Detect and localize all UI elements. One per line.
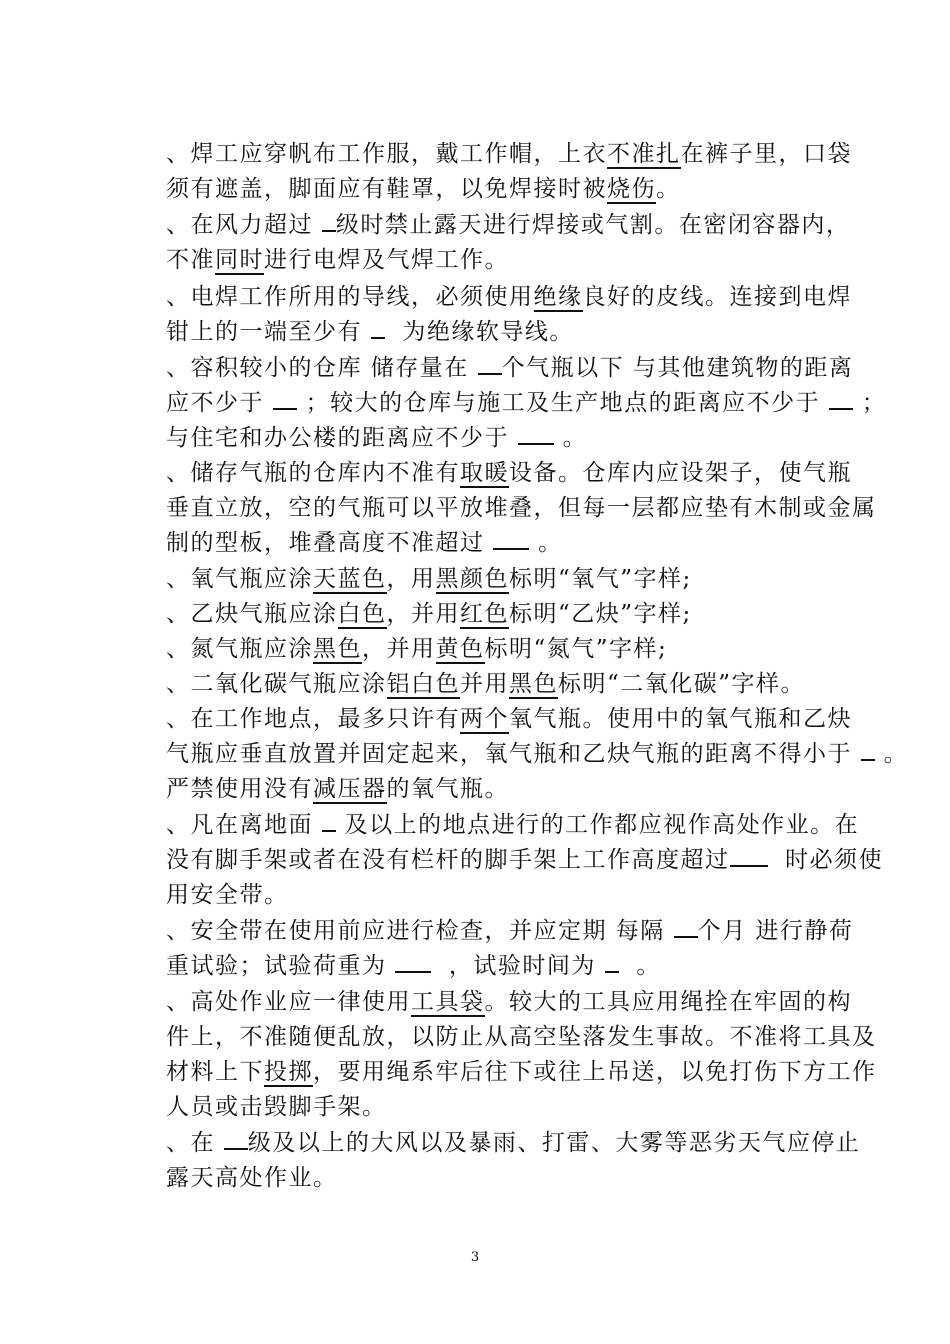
text-segment: ，试验时间为 <box>431 953 605 979</box>
text-segment: 、氧气瓶应涂 <box>166 566 313 592</box>
underlined-answer: 工具袋 <box>411 989 485 1015</box>
text-segment: ，并用 <box>386 601 460 627</box>
fill-in-blank <box>674 916 698 938</box>
text-line <box>166 1055 877 1089</box>
text-line <box>166 1161 846 1195</box>
text-line <box>166 878 846 912</box>
underlined-answer: 铝白色 <box>386 671 460 697</box>
underlined-answer: 黑颜色 <box>435 566 509 592</box>
text-line <box>166 491 877 525</box>
underlined-answer: 红色 <box>460 601 509 627</box>
text-segment: 、在风力超过 <box>166 212 322 238</box>
text-line <box>166 808 860 842</box>
text-line <box>166 243 846 277</box>
text-segment: 、焊工应穿帆布工作服，戴工作帽，上衣 <box>166 141 607 167</box>
text-segment: 、在工作地点，最多只许有 <box>166 706 460 732</box>
text-segment: 不准 <box>166 247 215 273</box>
text-line <box>166 772 846 806</box>
text-line <box>166 172 846 206</box>
text-line <box>166 208 851 242</box>
underlined-answer: 投掷 <box>264 1059 313 1085</box>
text-segment: ； <box>852 390 887 416</box>
text-line <box>166 315 846 349</box>
text-segment: 。较大的工具应用绳拴在牢固的构 <box>484 989 852 1015</box>
text-segment: 、凡在离地面 <box>166 812 322 838</box>
text-line <box>166 914 854 948</box>
text-line <box>166 632 846 666</box>
text-segment: 应不少于 <box>166 390 273 416</box>
text-segment: 、储存气瓶的仓库内不准有 <box>166 460 460 486</box>
text-line <box>166 280 852 314</box>
text-segment: 个月 进行静荷 <box>697 918 854 944</box>
text-segment: 个气瓶以下 与其他建筑物的距离 <box>501 355 854 381</box>
text-segment: 进行电焊及气焊工作。 <box>264 247 509 273</box>
text-line <box>166 737 909 771</box>
text-segment: 、高处作业应一律使用 <box>166 989 411 1015</box>
fill-in-blank <box>322 210 336 232</box>
fill-in-blank <box>395 951 431 973</box>
text-segment: 件上，不准随便乱放，以防止从高空坠落发生事故。不准将工具及 <box>166 1024 877 1050</box>
fill-in-blank <box>273 388 297 410</box>
text-line <box>166 456 852 490</box>
text-segment: 标明“乙炔”字样; <box>509 601 692 627</box>
text-segment: 在裤子里，口袋 <box>680 141 852 167</box>
text-line <box>166 386 887 420</box>
text-segment: ，并用 <box>362 636 436 662</box>
text-line <box>166 526 846 560</box>
text-segment: 。 <box>529 530 563 556</box>
underlined-answer: 两个 <box>460 706 509 732</box>
fill-in-blank <box>371 317 385 339</box>
underlined-answer: 黄色 <box>435 636 485 662</box>
text-segment: ；较大的仓库与施工及生产地点的距离应不少于 <box>296 390 829 416</box>
fill-in-blank <box>493 528 529 550</box>
fill-in-blank <box>518 423 554 445</box>
underlined-answer: 黑色 <box>509 671 558 697</box>
text-segment: 、安全带在使用前应进行检查，并应定期 每隔 <box>166 918 674 944</box>
text-segment: 、乙炔气瓶应涂 <box>166 601 338 627</box>
text-segment: 、电焊工作所用的导线，必须使用 <box>166 284 534 310</box>
text-segment: 标明“二氧化碳”字样。 <box>558 671 806 697</box>
fill-in-blank <box>730 845 768 867</box>
text-segment: 重试验；试验荷重为 <box>166 953 396 979</box>
text-segment: 、在 <box>166 1130 224 1156</box>
text-segment: 级及以上的大风以及暴雨、打雷、大雾等恶劣天气应停止 <box>247 1130 861 1156</box>
text-line <box>166 597 846 631</box>
text-segment: 设备。仓库内应设架子，使气瓶 <box>509 460 852 486</box>
text-line <box>166 421 846 455</box>
text-line <box>166 985 852 1019</box>
text-line <box>166 1126 861 1160</box>
text-segment: 钳上的一端至少有 <box>166 319 371 345</box>
underlined-answer: 天蓝色 <box>313 566 387 592</box>
text-segment: 须有遮盖，脚面应有鞋罩，以免焊接时被 <box>166 176 607 202</box>
fill-in-blank <box>829 388 853 410</box>
page-number: 3 <box>470 1250 480 1265</box>
text-segment: 、二氧化碳气瓶应涂 <box>166 671 387 697</box>
fill-in-blank <box>224 1128 248 1150</box>
fill-in-blank <box>478 353 502 375</box>
text-segment: 气瓶应垂直放置并固定起来，氧气瓶和乙炔气瓶的距离不得小于 <box>166 741 861 767</box>
text-line <box>166 667 846 701</box>
text-segment: 与住宅和办公楼的距离应不少于 <box>166 425 518 451</box>
text-segment: 良好的皮线。连接到电焊 <box>582 284 852 310</box>
text-segment: 露天高处作业。 <box>166 1165 338 1191</box>
text-segment: 用安全带。 <box>166 882 289 908</box>
text-segment: 制的型板，堆叠高度不准超过 <box>166 530 494 556</box>
text-segment: 、氮气瓶应涂 <box>166 636 313 662</box>
text-segment: 为绝缘软导线。 <box>384 319 574 345</box>
text-line <box>166 1090 846 1124</box>
text-line <box>166 702 852 736</box>
text-segment: 严禁使用没有 <box>166 776 313 802</box>
text-line <box>166 351 854 385</box>
text-segment: 材料上下 <box>166 1059 264 1085</box>
text-line <box>166 562 846 596</box>
text-segment: 没有脚手架或者在没有栏杆的脚手架上工作高度超过 <box>166 847 730 873</box>
text-segment: 。 <box>874 741 909 767</box>
text-segment: 。 <box>656 176 681 202</box>
underlined-answer: 黑色 <box>313 636 362 662</box>
text-line <box>166 137 852 171</box>
underlined-answer: 不准扎 <box>607 141 681 167</box>
underlined-answer: 烧伤 <box>607 176 656 202</box>
text-segment: 及以上的地点进行的工作都应视作高处作业。在 <box>335 812 860 838</box>
text-segment: 。 <box>618 953 661 979</box>
text-segment: 并用 <box>460 671 509 697</box>
text-line <box>166 843 884 877</box>
text-segment: ，用 <box>386 566 436 592</box>
text-segment: 的氧气瓶。 <box>386 776 509 802</box>
text-segment: 、容积较小的仓库 储存量在 <box>166 355 478 381</box>
text-segment: 时必须使 <box>767 847 884 873</box>
text-segment: 人员或击毁脚手架。 <box>166 1094 387 1120</box>
fill-in-blank <box>322 810 336 832</box>
text-segment: 标明“氧气”字样; <box>509 566 692 592</box>
fill-in-blank <box>605 951 619 973</box>
underlined-answer: 取暖 <box>460 460 509 486</box>
fill-in-blank <box>861 739 875 761</box>
text-segment: ，要用绳系牢后往下或往上吊送，以免打伤下方工作 <box>313 1059 877 1085</box>
text-line <box>166 949 846 983</box>
text-segment: 垂直立放，空的气瓶可以平放堆叠，但每一层都应垫有木制或金属 <box>166 495 877 521</box>
text-line <box>166 1020 877 1054</box>
underlined-answer: 白色 <box>337 601 387 627</box>
text-segment: 标明“氮气”字样; <box>484 636 668 662</box>
text-segment: 级时禁止露天进行焊接或气割。在密闭容器内， <box>335 212 851 238</box>
underlined-answer: 绝缘 <box>533 284 583 310</box>
text-segment: 氧气瓶。使用中的氧气瓶和乙炔 <box>509 706 852 732</box>
text-segment: 。 <box>553 425 588 451</box>
underlined-answer: 减压器 <box>313 776 387 802</box>
underlined-answer: 同时 <box>215 247 264 273</box>
